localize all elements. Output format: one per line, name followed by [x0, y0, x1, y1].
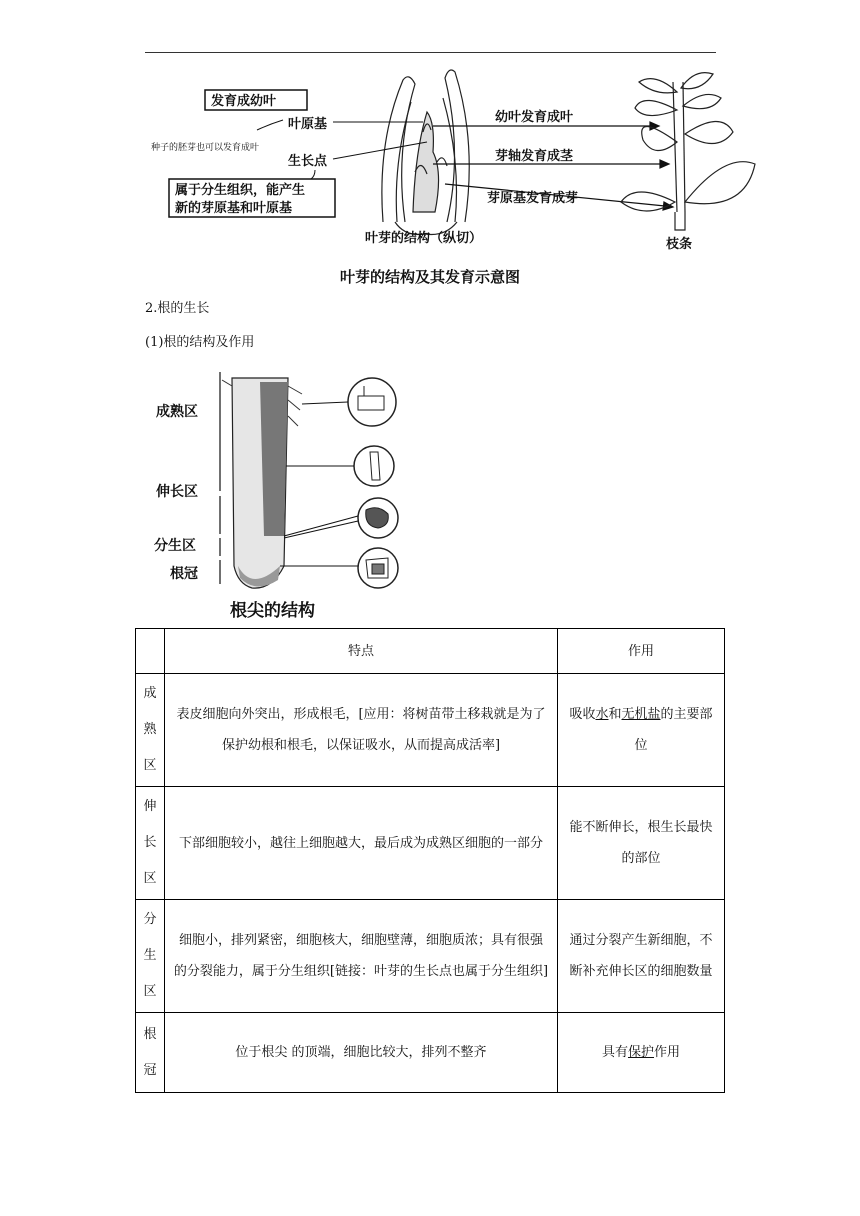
zone-meristem-label: 分生区 — [154, 538, 196, 554]
note-embryo-bud: 种子的胚芽也可以发育成叶 — [151, 143, 260, 153]
label-bud-primordium-to-bud: 芽原基发育成芽 — [487, 191, 579, 206]
branch-label: 枝条 — [666, 237, 693, 252]
bud-drawing — [382, 70, 469, 235]
header-cell-role: 作用 — [558, 629, 725, 674]
label-young-leaf-to-leaf: 幼叶发育成叶 — [495, 110, 574, 125]
table-row — [136, 674, 725, 787]
role-cell: 能不断伸长，根生长最快的部位 — [558, 787, 725, 900]
header-cell-feature: 特点 — [165, 629, 558, 674]
feature-cell: 表皮细胞向外突出，形成根毛，[应用：将树苗带土移栽就是为了保护幼根和根毛，以保证吸水，从而提高成活率] — [165, 674, 558, 787]
root-tip-caption: 根尖的结构 — [230, 601, 315, 621]
root-zones-table — [135, 628, 725, 1093]
zone-root-cap-label: 根冠 — [170, 566, 198, 582]
label-bud-axis-to-stem: 芽轴发育成茎 — [495, 149, 574, 164]
label-growing-point: 生长点 — [288, 154, 328, 169]
table-header-row — [136, 629, 725, 674]
header-cell-empty — [136, 629, 165, 674]
header-rule — [145, 52, 716, 53]
zone-mature-label: 成熟区 — [156, 404, 198, 420]
bud-structure-caption: 叶芽的结构（纵切） — [365, 231, 483, 246]
table-row — [136, 900, 725, 1013]
zone-elongation-label: 伸长区 — [156, 484, 198, 500]
feature-cell: 下部细胞较小，越往上细胞越大，最后成为成熟区细胞的一部分 — [165, 787, 558, 900]
heading-root-structure: (1)根的结构及作用 — [145, 335, 255, 350]
root-body — [222, 378, 302, 588]
branch-drawing — [621, 73, 755, 230]
zone-name: 成熟区 — [143, 686, 157, 773]
feature-cell: 细胞小，排列紧密，细胞核大，细胞壁薄，细胞质浓；具有很强的分裂能力，属于分生组织[链接：叶芽的生长点也属于分生组织] — [165, 900, 558, 1013]
role-cell: 通过分裂产生新细胞，不断补充伸长区的细胞数量 — [558, 900, 725, 1013]
heading-root-growth: 2.根的生长 — [145, 301, 210, 316]
box-meristem-line1: 属于分生组织，能产生 — [175, 183, 306, 198]
figure1-caption: 叶芽的结构及其发育示意图 — [339, 268, 520, 286]
leaf-bud-diagram — [151, 62, 755, 262]
label-young-leaf: 发育成幼叶 — [211, 94, 277, 109]
root-tip-diagram — [152, 366, 422, 624]
role-cell: 吸收水和无机盐的主要部位 — [558, 674, 725, 787]
table-row — [136, 787, 725, 900]
table-row — [136, 1013, 725, 1093]
role-cell: 具有保护作用 — [558, 1013, 725, 1093]
zone-name: 伸长区 — [143, 799, 157, 886]
box-meristem-line2: 新的芽原基和叶原基 — [175, 201, 293, 216]
zone-name: 分生区 — [143, 912, 157, 999]
label-leaf-primordium: 叶原基 — [288, 117, 328, 132]
feature-cell: 位于根尖 的顶端，细胞比较大，排列不整齐 — [165, 1013, 558, 1093]
zone-name: 根冠 — [143, 1026, 157, 1078]
